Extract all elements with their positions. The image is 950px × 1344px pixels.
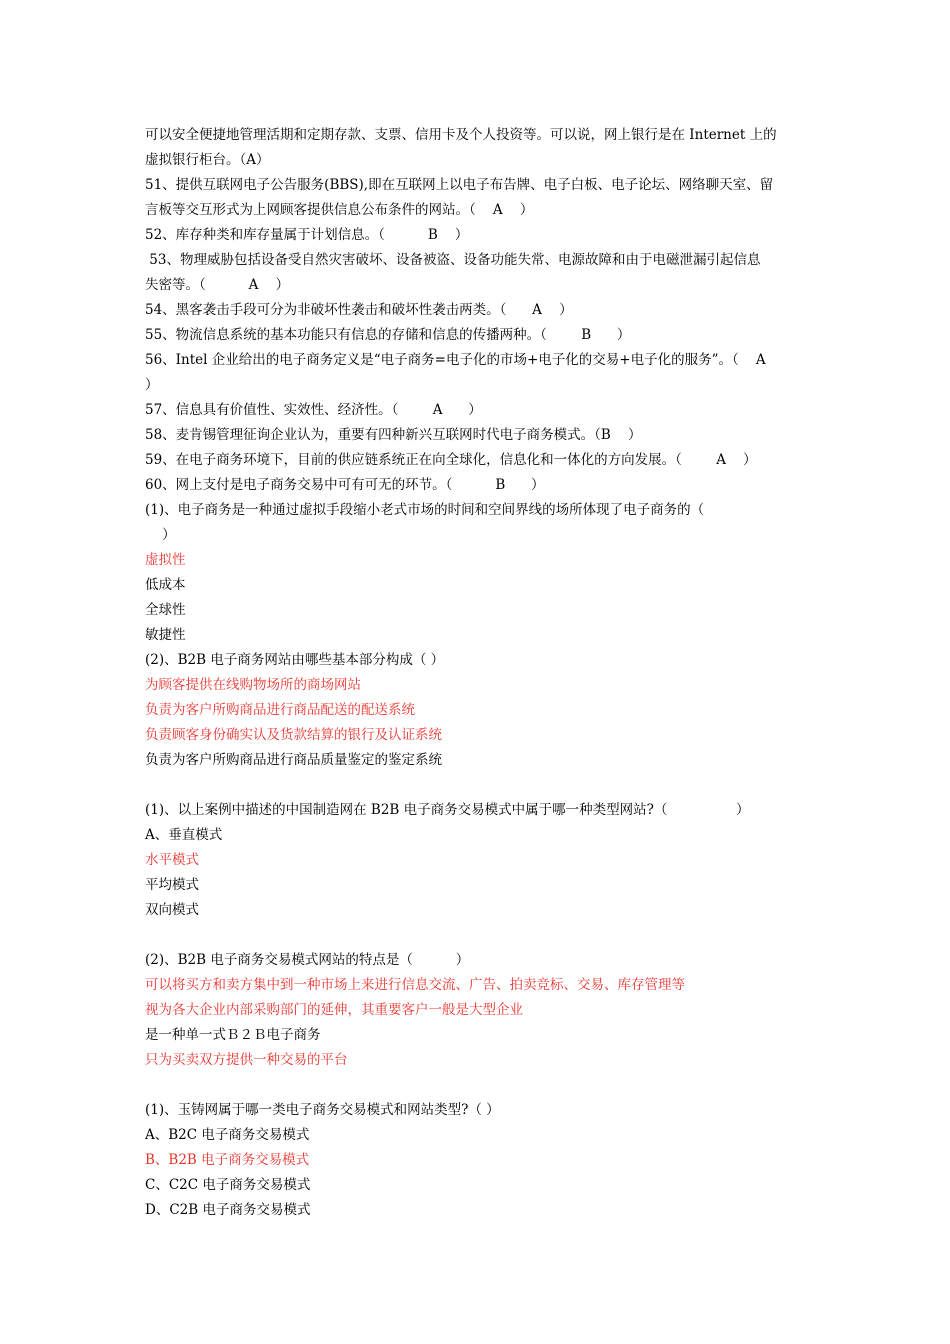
- text-line: 负责为客户所购商品进行商品质量鉴定的鉴定系统: [145, 752, 442, 768]
- text-line: (1)、以上案例中描述的中国制造网在 B2B 电子商务交易模式中属于哪一种类型网站?（ ）: [145, 802, 750, 818]
- text-line: C、C2C 电子商务交易模式: [145, 1177, 311, 1193]
- document-page: [145, 123, 810, 1223]
- text-line: D、C2B 电子商务交易模式: [145, 1202, 311, 1218]
- text-line: 双向模式: [145, 902, 199, 918]
- text-line: 53、物理威胁包括设备受自然灾害破坏、设备被盗、设备功能失常、电源故障和由于电磁泄漏引起信息: [145, 252, 761, 268]
- text-line: 60、网上支付是电子商务交易中可有可无的环节。（ B ）: [145, 477, 545, 493]
- answer-line: 视为各大企业内部采购部门的延伸，其重要客户一般是大型企业: [145, 1002, 523, 1018]
- blank-line: [145, 773, 810, 798]
- text-line: (2)、B2B 电子商务交易模式网站的特点是（ ）: [145, 952, 470, 968]
- text-line: (1)、电子商务是一种通过虚拟手段缩小老式市场的时间和空间界线的场所体现了电子商务的（: [145, 502, 705, 518]
- blank-line: [145, 923, 810, 948]
- answer-line: 为顾客提供在线购物场所的商场网站: [145, 677, 361, 693]
- text-line: 平均模式: [145, 877, 199, 893]
- text-line: 可以安全便捷地管理活期和定期存款、支票、信用卡及个人投资等。可以说，网上银行是在 Internet 上的: [145, 127, 777, 143]
- answer-line: 水平模式: [145, 852, 199, 868]
- text-line: 是一种单一式Ｂ２Ｂ电子商务: [145, 1027, 321, 1043]
- answer-line: 只为买卖双方提供一种交易的平台: [145, 1052, 348, 1068]
- text-line: 52、库存种类和库存量属于计划信息。（ B ）: [145, 227, 469, 243]
- answer-line: 负责为客户所购商品进行商品配送的配送系统: [145, 702, 415, 718]
- answer-line: 负责顾客身份确实认及货款结算的银行及认证系统: [145, 727, 442, 743]
- text-line: A、垂直模式: [145, 827, 223, 843]
- text-line: 全球性: [145, 602, 186, 618]
- text-line: ）: [145, 527, 176, 543]
- answer-line: B、B2B 电子商务交易模式: [145, 1152, 310, 1168]
- text-line: (1)、玉铸网属于哪一类电子商务交易模式和网站类型?（ ）: [145, 1102, 500, 1118]
- text-line: 敏捷性: [145, 627, 186, 643]
- text-line: 失密等。（ A ）: [145, 277, 290, 293]
- text-line: 55、物流信息系统的基本功能只有信息的存储和信息的传播两种。（ B ）: [145, 327, 631, 343]
- text-line: 54、黑客袭击手段可分为非破坏性袭击和破坏性袭击两类。（ A ）: [145, 302, 573, 318]
- text-line: ）: [145, 377, 159, 393]
- answer-line: 虚拟性: [145, 552, 186, 568]
- text-line: 低成本: [145, 577, 186, 593]
- text-line: 56、Intel 企业给出的电子商务定义是“电子商务=电子化的市场+电子化的交易+电子化的服务”。（ A: [145, 352, 766, 368]
- text-line: 58、麦肯锡管理征询企业认为，重要有四种新兴互联网时代电子商务模式。（B ）: [145, 427, 642, 443]
- text-line: 言板等交互形式为上网顾客提供信息公布条件的网站。（ A ）: [145, 202, 534, 218]
- blank-line: [145, 1073, 810, 1098]
- text-line: A、B2C 电子商务交易模式: [145, 1127, 310, 1143]
- text-line: 57、信息具有价值性、实效性、经济性。（ A ）: [145, 402, 482, 418]
- text-line: 59、在电子商务环境下，目前的供应链系统正在向全球化，信息化和一体化的方向发展。（ A ）: [145, 452, 757, 468]
- text-line: 51、提供互联网电子公告服务(BBS),即在互联网上以电子布告牌、电子白板、电子论坛、网络聊天室、留: [145, 177, 774, 193]
- text-line: (2)、B2B 电子商务网站由哪些基本部分构成（ ）: [145, 652, 445, 668]
- text-line: 虚拟银行柜台。（A）: [145, 152, 270, 168]
- answer-line: 可以将买方和卖方集中到一种市场上来进行信息交流、广告、拍卖竞标、交易、库存管理等: [145, 977, 685, 993]
